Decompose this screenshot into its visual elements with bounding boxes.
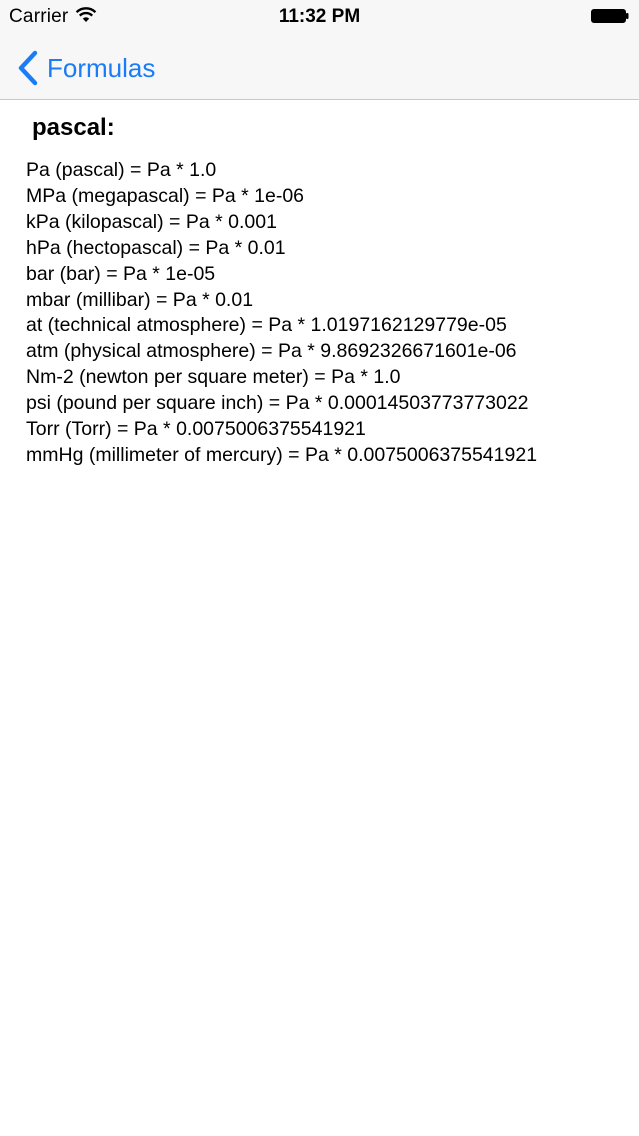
chevron-left-icon	[16, 50, 40, 86]
battery-icon	[591, 9, 629, 23]
formula-item: Nm-2 (newton per square meter) = Pa * 1.0	[26, 366, 401, 389]
status-bar	[0, 0, 639, 40]
formula-item: hPa (hectopascal) = Pa * 0.01	[26, 236, 286, 259]
formula-item: mbar (millibar) = Pa * 0.01	[26, 288, 254, 311]
formula-list	[26, 158, 537, 469]
formula-item: at (technical atmosphere) = Pa * 1.0197162129779e-05	[26, 314, 507, 337]
formula-item: atm (physical atmosphere) = Pa * 9.8692326671601e-06	[26, 340, 517, 363]
formula-item: kPa (kilopascal) = Pa * 0.001	[26, 210, 277, 233]
unit-title: pascal:	[32, 114, 115, 141]
status-time: 11:32 PM	[278, 6, 361, 27]
formula-item: MPa (megapascal) = Pa * 1e-06	[26, 184, 305, 207]
formula-item: Pa (pascal) = Pa * 1.0	[26, 159, 217, 181]
navigation-bar	[0, 40, 639, 100]
carrier-label: Carrier	[9, 6, 69, 27]
back-button[interactable]	[16, 48, 155, 88]
formula-item: bar (bar) = Pa * 1e-05	[26, 262, 216, 285]
formula-item: psi (pound per square inch) = Pa * 0.00014503773773022	[26, 392, 529, 415]
formula-item: mmHg (millimeter of mercury) = Pa * 0.0075006375541921	[26, 443, 538, 466]
formula-content	[0, 100, 639, 1136]
back-button-label: Formulas	[47, 52, 156, 83]
formula-item: Torr (Torr) = Pa * 0.0075006375541921	[26, 418, 366, 441]
